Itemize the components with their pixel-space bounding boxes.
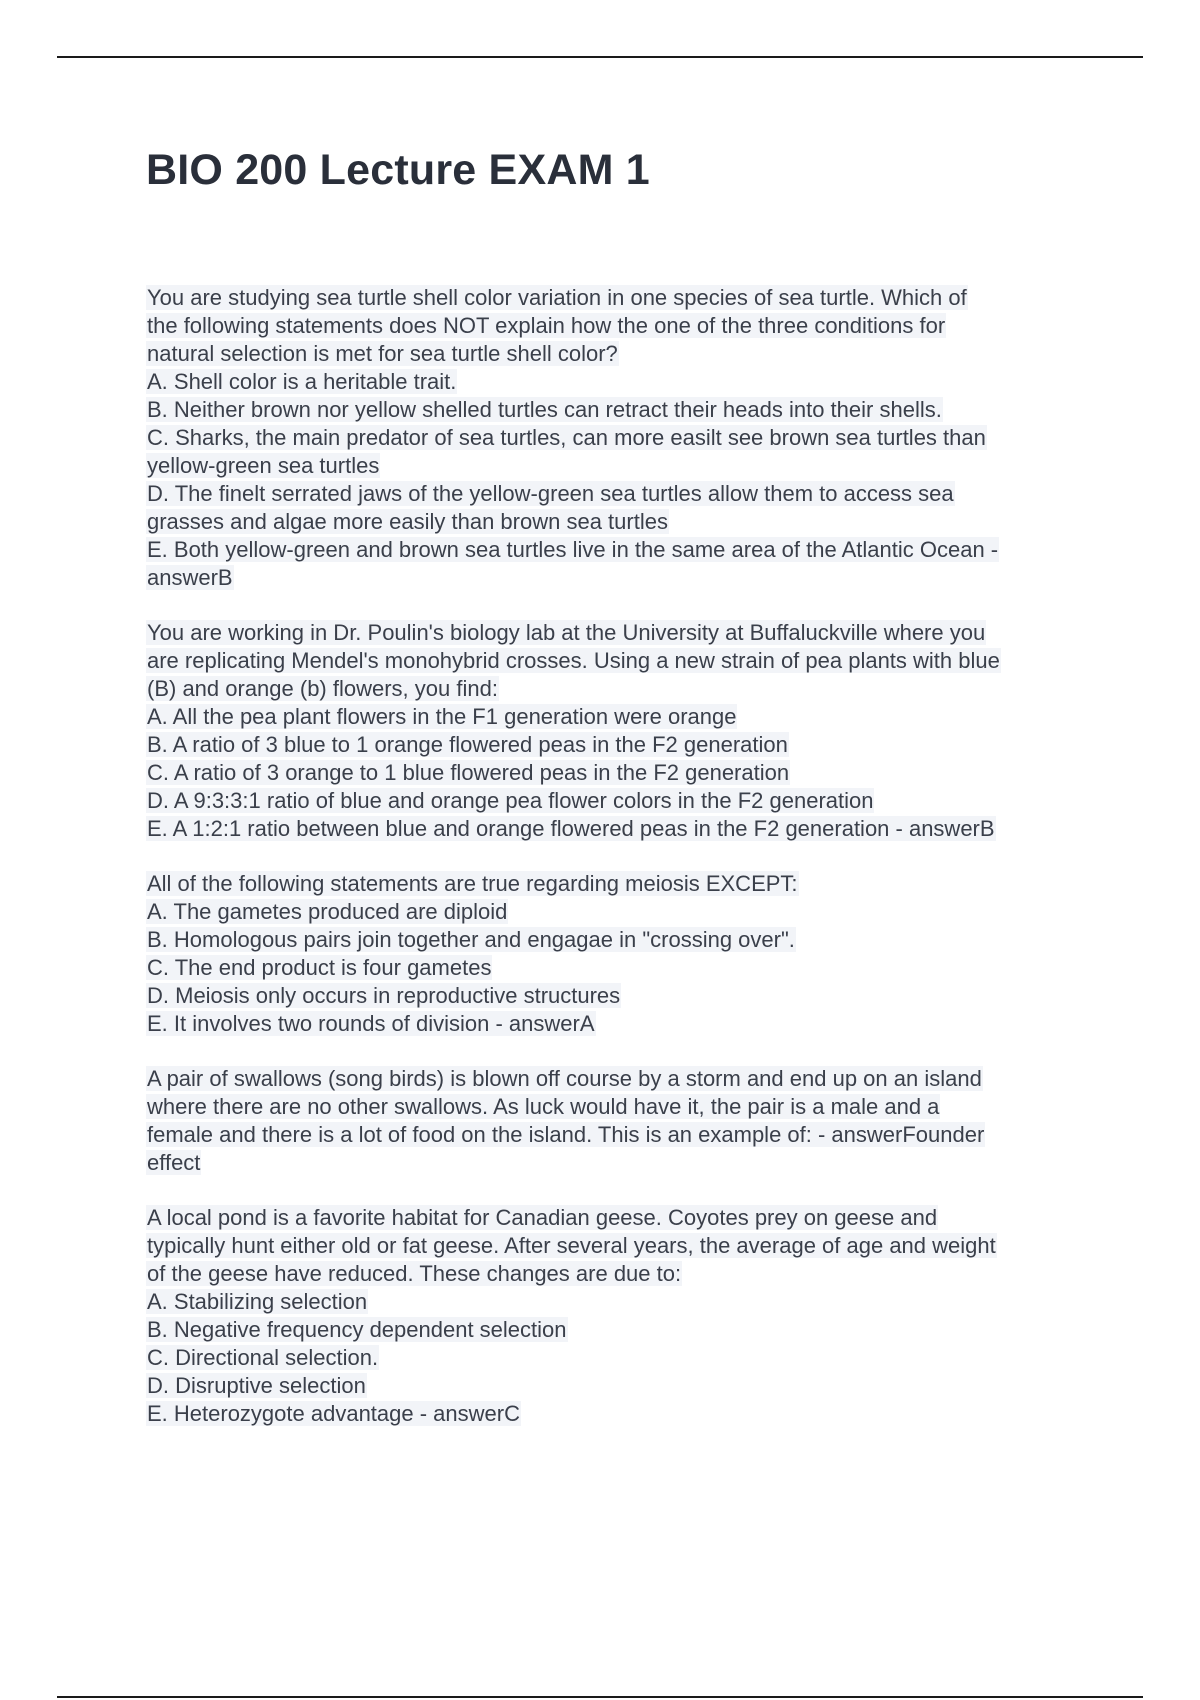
- answer-option: C. Directional selection.: [147, 1345, 379, 1370]
- answer-option: A. All the pea plant flowers in the F1 generation were orange: [147, 704, 737, 729]
- answer-option: D. Disruptive selection: [147, 1373, 366, 1398]
- question-line: A local pond is a favorite habitat for Canadian geese. Coyotes prey on geese and: [147, 1205, 938, 1230]
- question-line: A pair of swallows (song birds) is blown off course by a storm and end up on an island: [147, 1066, 982, 1091]
- answer-option: B. Neither brown nor yellow shelled turtles can retract their heads into their shells.: [147, 397, 942, 422]
- answer-option: B. Homologous pairs join together and engagae in "crossing over".: [147, 927, 795, 952]
- answer-option: C. Sharks, the main predator of sea turtles, can more easilt see brown sea turtles than: [147, 425, 986, 450]
- document-title: BIO 200 Lecture EXAM 1: [146, 146, 650, 194]
- question-5: [146, 1204, 1096, 1428]
- answer-option: E. Both yellow-green and brown sea turtles live in the same area of the Atlantic Ocean -: [147, 537, 999, 562]
- answer-option: D. The finelt serrated jaws of the yellow-green sea turtles allow them to access sea: [147, 481, 954, 506]
- answer-key: answerB: [147, 565, 233, 590]
- answer-option: D. Meiosis only occurs in reproductive structures: [147, 983, 621, 1008]
- answer-option: E. A 1:2:1 ratio between blue and orange flowered peas in the F2 generation - answerB: [147, 816, 995, 841]
- answer-option: grasses and algae more easily than brown sea turtles: [147, 509, 668, 534]
- question-line: of the geese have reduced. These changes are due to:: [147, 1261, 682, 1286]
- question-4: [146, 1065, 1096, 1177]
- answer-option: A. Shell color is a heritable trait.: [147, 369, 457, 394]
- question-1: [146, 284, 1096, 592]
- question-line: All of the following statements are true regarding meiosis EXCEPT:: [147, 871, 798, 896]
- answer-option: A. The gametes produced are diploid: [147, 899, 508, 924]
- question-line: typically hunt either old or fat geese. After several years, the average of age and weight: [147, 1233, 996, 1258]
- question-line: the following statements does NOT explain how the one of the three conditions for: [147, 313, 946, 338]
- answer-option: B. Negative frequency dependent selection: [147, 1317, 567, 1342]
- bottom-rule: [57, 1696, 1143, 1698]
- answer-option: E. It involves two rounds of division - answerA: [147, 1011, 595, 1036]
- answer-option: C. The end product is four gametes: [147, 955, 492, 980]
- answer-option: yellow-green sea turtles: [147, 453, 380, 478]
- question-line: (B) and orange (b) flowers, you find:: [147, 676, 498, 701]
- question-3: [146, 870, 1096, 1038]
- question-line: You are working in Dr. Poulin's biology lab at the University at Buffaluckville where you: [147, 620, 986, 645]
- question-line: where there are no other swallows. As luck would have it, the pair is a male and a: [147, 1094, 940, 1119]
- answer-option: D. A 9:3:3:1 ratio of blue and orange pea flower colors in the F2 generation: [147, 788, 874, 813]
- question-list: [146, 284, 1096, 1455]
- question-line: natural selection is met for sea turtle shell color?: [147, 341, 618, 366]
- answer-option: A. Stabilizing selection: [147, 1289, 368, 1314]
- question-line: female and there is a lot of food on the island. This is an example of: - answerFounder: [147, 1122, 985, 1147]
- answer-option: E. Heterozygote advantage - answerC: [147, 1401, 520, 1426]
- answer-option: B. A ratio of 3 blue to 1 orange flowered peas in the F2 generation: [147, 732, 788, 757]
- question-line: are replicating Mendel's monohybrid crosses. Using a new strain of pea plants with blue: [147, 648, 1000, 673]
- answer-key: effect: [147, 1150, 201, 1175]
- question-2: [146, 619, 1096, 843]
- question-line: You are studying sea turtle shell color variation in one species of sea turtle. Which of: [147, 285, 967, 310]
- answer-option: C. A ratio of 3 orange to 1 blue flowered peas in the F2 generation: [147, 760, 790, 785]
- top-rule: [57, 56, 1143, 58]
